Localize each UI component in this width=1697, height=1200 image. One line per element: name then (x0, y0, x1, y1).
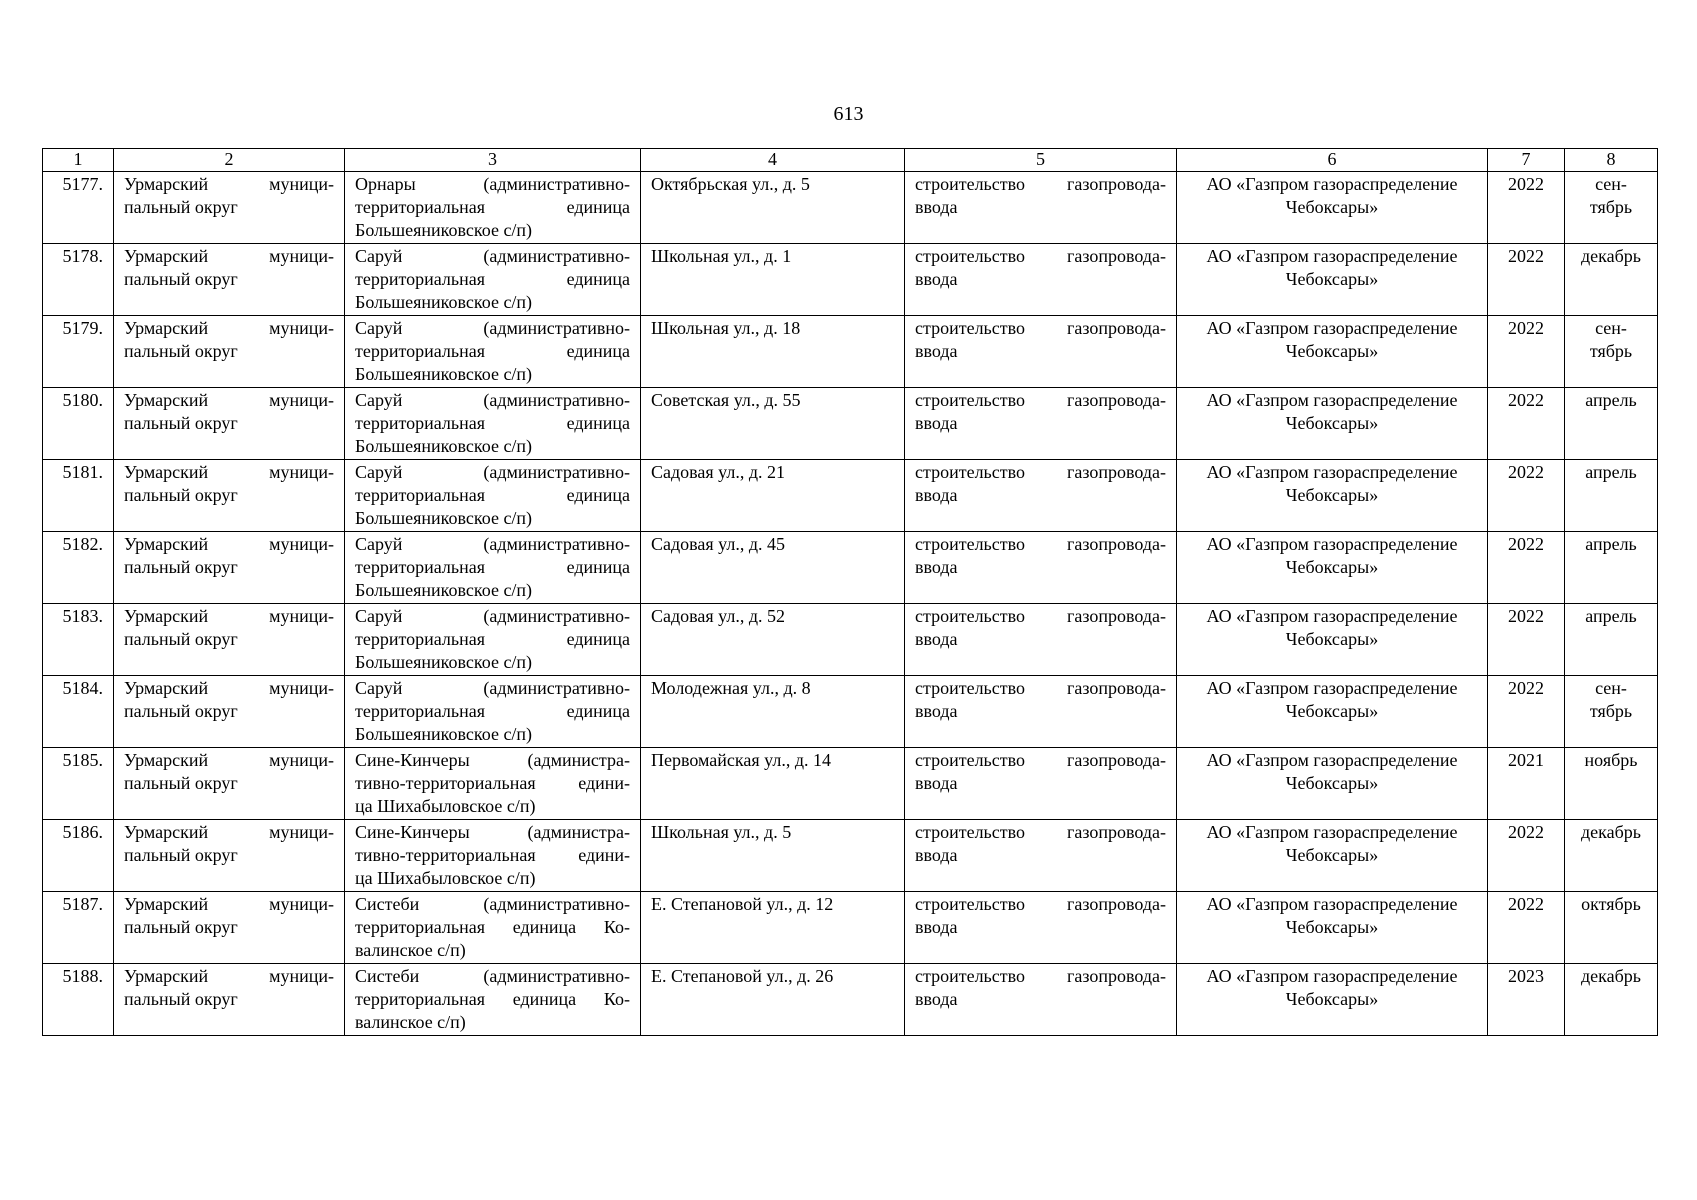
organization-line: АО «Газпром газораспределение (1206, 822, 1458, 842)
settlement-line: территориальная единица Ко- (355, 917, 630, 937)
organization-line: Чебоксары» (1285, 341, 1379, 361)
district-line: Урмарский муници- (124, 894, 334, 914)
month-line: декабрь (1581, 246, 1641, 266)
month-cell (1565, 604, 1658, 676)
work-type-line: ввода (915, 845, 958, 865)
row-number: 5180. (43, 388, 114, 460)
district-cell (114, 748, 345, 820)
table-row (43, 748, 1658, 820)
settlement-line: ца Шихабыловское с/п) (355, 868, 536, 888)
address-cell: Садовая ул., д. 52 (641, 604, 905, 676)
settlement-line: Большеяниковское с/п) (355, 436, 533, 456)
month-line: тябрь (1589, 341, 1633, 361)
column-header-8: 8 (1565, 149, 1658, 172)
settlement-line: валинское с/п) (355, 940, 466, 960)
district-cell (114, 244, 345, 316)
organization-cell (1177, 532, 1488, 604)
work-type-cell (905, 676, 1177, 748)
month-line: сен- (1595, 678, 1627, 698)
settlement-line: территориальная единица (355, 413, 630, 433)
column-header-6: 6 (1177, 149, 1488, 172)
month-line: тябрь (1589, 701, 1633, 721)
column-header-2: 2 (114, 149, 345, 172)
month-cell (1565, 820, 1658, 892)
district-cell (114, 460, 345, 532)
work-type-cell (905, 532, 1177, 604)
district-line: пальный округ (124, 485, 238, 505)
settlement-line: территориальная единица Ко- (355, 989, 630, 1009)
settlement-line: территориальная единица (355, 557, 630, 577)
settlement-line: Сине-Кинчеры (администра- (355, 750, 630, 770)
month-cell (1565, 532, 1658, 604)
district-line: Урмарский муници- (124, 678, 334, 698)
header-row (43, 149, 1658, 172)
year-cell: 2022 (1488, 532, 1565, 604)
work-type-line: строительство газопровода- (915, 606, 1166, 626)
settlement-cell (345, 676, 641, 748)
month-cell (1565, 676, 1658, 748)
work-type-line: строительство газопровода- (915, 462, 1166, 482)
table-row (43, 892, 1658, 964)
settlement-line: Саруй (административно- (355, 606, 630, 626)
organization-cell (1177, 244, 1488, 316)
organization-line: Чебоксары» (1285, 413, 1379, 433)
settlement-line: территориальная единица (355, 485, 630, 505)
district-line: пальный округ (124, 917, 238, 937)
year-cell: 2022 (1488, 244, 1565, 316)
year-cell: 2022 (1488, 892, 1565, 964)
address-cell: Е. Степановой ул., д. 26 (641, 964, 905, 1036)
row-number: 5183. (43, 604, 114, 676)
work-type-line: ввода (915, 557, 958, 577)
organization-line: Чебоксары» (1285, 701, 1379, 721)
table-row (43, 532, 1658, 604)
district-cell (114, 676, 345, 748)
month-line: тябрь (1589, 197, 1633, 217)
settlement-line: Большеяниковское с/п) (355, 364, 533, 384)
registry-table (42, 148, 1658, 1036)
organization-line: АО «Газпром газораспределение (1206, 966, 1458, 986)
settlement-line: территориальная единица (355, 629, 630, 649)
settlement-cell (345, 460, 641, 532)
month-cell (1565, 748, 1658, 820)
settlement-cell (345, 964, 641, 1036)
page-number: 613 (833, 103, 864, 125)
month-cell (1565, 244, 1658, 316)
district-cell (114, 532, 345, 604)
table-row (43, 676, 1658, 748)
district-cell (114, 388, 345, 460)
work-type-line: ввода (915, 773, 958, 793)
settlement-line: территориальная единица (355, 341, 630, 361)
table-row (43, 172, 1658, 244)
work-type-cell (905, 460, 1177, 532)
address-cell: Молодежная ул., д. 8 (641, 676, 905, 748)
month-line: сен- (1595, 318, 1627, 338)
settlement-line: Саруй (административно- (355, 534, 630, 554)
table-row (43, 820, 1658, 892)
address-cell: Советская ул., д. 55 (641, 388, 905, 460)
organization-cell (1177, 388, 1488, 460)
work-type-line: ввода (915, 989, 958, 1009)
work-type-line: ввода (915, 413, 958, 433)
column-header-7: 7 (1488, 149, 1565, 172)
district-line: Урмарский муници- (124, 174, 334, 194)
year-cell: 2022 (1488, 172, 1565, 244)
settlement-line: территориальная единица (355, 269, 630, 289)
table-row (43, 460, 1658, 532)
district-line: пальный округ (124, 989, 238, 1009)
work-type-line: строительство газопровода- (915, 750, 1166, 770)
month-line: ноябрь (1584, 750, 1638, 770)
address-cell: Садовая ул., д. 21 (641, 460, 905, 532)
organization-cell (1177, 316, 1488, 388)
address-cell: Е. Степановой ул., д. 12 (641, 892, 905, 964)
district-cell (114, 820, 345, 892)
settlement-line: Большеяниковское с/п) (355, 724, 533, 744)
organization-line: Чебоксары» (1285, 917, 1379, 937)
district-line: Урмарский муници- (124, 966, 334, 986)
work-type-line: ввода (915, 917, 958, 937)
settlement-line: валинское с/п) (355, 1012, 466, 1032)
settlement-line: Большеяниковское с/п) (355, 292, 533, 312)
organization-line: АО «Газпром газораспределение (1206, 390, 1458, 410)
organization-cell (1177, 460, 1488, 532)
organization-line: АО «Газпром газораспределение (1206, 894, 1458, 914)
settlement-line: Большеяниковское с/п) (355, 652, 533, 672)
district-line: Урмарский муници- (124, 390, 334, 410)
column-header-5: 5 (905, 149, 1177, 172)
month-line: октябрь (1581, 894, 1641, 914)
organization-line: Чебоксары» (1285, 269, 1379, 289)
organization-cell (1177, 748, 1488, 820)
district-cell (114, 964, 345, 1036)
district-line: Урмарский муници- (124, 822, 334, 842)
district-line: Урмарский муници- (124, 534, 334, 554)
month-line: декабрь (1581, 966, 1641, 986)
address-cell: Первомайская ул., д. 14 (641, 748, 905, 820)
organization-line: АО «Газпром газораспределение (1206, 318, 1458, 338)
month-line: апрель (1585, 462, 1637, 482)
district-line: пальный округ (124, 269, 238, 289)
work-type-line: строительство газопровода- (915, 174, 1166, 194)
month-line: апрель (1585, 390, 1637, 410)
row-number: 5177. (43, 172, 114, 244)
year-cell: 2022 (1488, 316, 1565, 388)
address-cell: Октябрьская ул., д. 5 (641, 172, 905, 244)
address-cell: Садовая ул., д. 45 (641, 532, 905, 604)
organization-line: Чебоксары» (1285, 629, 1379, 649)
work-type-line: строительство газопровода- (915, 966, 1166, 986)
row-number: 5187. (43, 892, 114, 964)
month-cell (1565, 388, 1658, 460)
month-line: сен- (1595, 174, 1627, 194)
settlement-line: тивно-территориальная едини- (355, 773, 630, 793)
work-type-line: строительство газопровода- (915, 678, 1166, 698)
organization-line: Чебоксары» (1285, 485, 1379, 505)
work-type-cell (905, 172, 1177, 244)
table-row (43, 604, 1658, 676)
organization-cell (1177, 820, 1488, 892)
settlement-line: Большеяниковское с/п) (355, 580, 533, 600)
settlement-line: Систеби (административно- (355, 894, 630, 914)
year-cell: 2022 (1488, 820, 1565, 892)
month-line: декабрь (1581, 822, 1641, 842)
address-cell: Школьная ул., д. 18 (641, 316, 905, 388)
settlement-cell (345, 172, 641, 244)
organization-line: АО «Газпром газораспределение (1206, 462, 1458, 482)
district-line: Урмарский муници- (124, 462, 334, 482)
work-type-line: строительство газопровода- (915, 894, 1166, 914)
organization-line: АО «Газпром газораспределение (1206, 246, 1458, 266)
work-type-cell (905, 820, 1177, 892)
district-line: пальный округ (124, 629, 238, 649)
month-line: апрель (1585, 534, 1637, 554)
settlement-line: Большеяниковское с/п) (355, 220, 533, 240)
year-cell: 2022 (1488, 388, 1565, 460)
settlement-cell (345, 892, 641, 964)
work-type-cell (905, 244, 1177, 316)
work-type-line: ввода (915, 701, 958, 721)
district-cell (114, 172, 345, 244)
organization-line: АО «Газпром газораспределение (1206, 678, 1458, 698)
settlement-cell (345, 748, 641, 820)
organization-line: Чебоксары» (1285, 845, 1379, 865)
organization-line: Чебоксары» (1285, 773, 1379, 793)
row-number: 5181. (43, 460, 114, 532)
table-body (43, 172, 1658, 1036)
year-cell: 2023 (1488, 964, 1565, 1036)
organization-line: АО «Газпром газораспределение (1206, 750, 1458, 770)
district-line: Урмарский муници- (124, 318, 334, 338)
settlement-cell (345, 244, 641, 316)
month-cell (1565, 172, 1658, 244)
settlement-line: Систеби (административно- (355, 966, 630, 986)
work-type-line: ввода (915, 197, 958, 217)
district-line: пальный округ (124, 557, 238, 577)
district-cell (114, 316, 345, 388)
settlement-line: тивно-территориальная едини- (355, 845, 630, 865)
district-line: пальный округ (124, 413, 238, 433)
work-type-cell (905, 964, 1177, 1036)
address-cell: Школьная ул., д. 5 (641, 820, 905, 892)
district-cell (114, 604, 345, 676)
settlement-line: территориальная единица (355, 197, 630, 217)
work-type-line: строительство газопровода- (915, 246, 1166, 266)
work-type-line: ввода (915, 341, 958, 361)
settlement-cell (345, 316, 641, 388)
work-type-line: строительство газопровода- (915, 534, 1166, 554)
organization-cell (1177, 964, 1488, 1036)
column-header-1: 1 (43, 149, 114, 172)
table-row (43, 964, 1658, 1036)
month-cell (1565, 892, 1658, 964)
row-number: 5179. (43, 316, 114, 388)
organization-cell (1177, 604, 1488, 676)
settlement-cell (345, 820, 641, 892)
district-line: пальный округ (124, 845, 238, 865)
month-line: апрель (1585, 606, 1637, 626)
settlement-line: Саруй (административно- (355, 390, 630, 410)
settlement-line: Сине-Кинчеры (администра- (355, 822, 630, 842)
row-number: 5182. (43, 532, 114, 604)
column-header-3: 3 (345, 149, 641, 172)
settlement-line: Саруй (административно- (355, 246, 630, 266)
column-header-4: 4 (641, 149, 905, 172)
work-type-cell (905, 604, 1177, 676)
settlement-line: Саруй (административно- (355, 318, 630, 338)
work-type-line: строительство газопровода- (915, 318, 1166, 338)
district-line: Урмарский муници- (124, 750, 334, 770)
work-type-cell (905, 748, 1177, 820)
year-cell: 2021 (1488, 748, 1565, 820)
district-line: пальный округ (124, 341, 238, 361)
organization-line: Чебоксары» (1285, 557, 1379, 577)
month-cell (1565, 316, 1658, 388)
settlement-cell (345, 604, 641, 676)
work-type-cell (905, 316, 1177, 388)
district-line: Урмарский муници- (124, 246, 334, 266)
organization-line: АО «Газпром газораспределение (1206, 606, 1458, 626)
table-row (43, 316, 1658, 388)
settlement-line: Саруй (административно- (355, 678, 630, 698)
settlement-line: Саруй (административно- (355, 462, 630, 482)
settlement-line: территориальная единица (355, 701, 630, 721)
table-row (43, 388, 1658, 460)
settlement-line: Большеяниковское с/п) (355, 508, 533, 528)
row-number: 5186. (43, 820, 114, 892)
settlement-line: Орнары (административно- (355, 174, 630, 194)
settlement-cell (345, 532, 641, 604)
row-number: 5178. (43, 244, 114, 316)
organization-cell (1177, 892, 1488, 964)
work-type-line: строительство газопровода- (915, 822, 1166, 842)
organization-line: Чебоксары» (1285, 197, 1379, 217)
district-line: пальный округ (124, 701, 238, 721)
table-header (43, 149, 1658, 172)
district-cell (114, 892, 345, 964)
work-type-line: ввода (915, 269, 958, 289)
work-type-cell (905, 892, 1177, 964)
month-cell (1565, 964, 1658, 1036)
address-cell: Школьная ул., д. 1 (641, 244, 905, 316)
settlement-line: ца Шихабыловское с/п) (355, 796, 536, 816)
settlement-cell (345, 388, 641, 460)
work-type-cell (905, 388, 1177, 460)
organization-cell (1177, 172, 1488, 244)
organization-cell (1177, 676, 1488, 748)
table-row (43, 244, 1658, 316)
row-number: 5188. (43, 964, 114, 1036)
year-cell: 2022 (1488, 676, 1565, 748)
month-cell (1565, 460, 1658, 532)
organization-line: АО «Газпром газораспределение (1206, 174, 1458, 194)
year-cell: 2022 (1488, 604, 1565, 676)
work-type-line: ввода (915, 485, 958, 505)
year-cell: 2022 (1488, 460, 1565, 532)
row-number: 5185. (43, 748, 114, 820)
district-line: пальный округ (124, 197, 238, 217)
row-number: 5184. (43, 676, 114, 748)
district-line: Урмарский муници- (124, 606, 334, 626)
organization-line: Чебоксары» (1285, 989, 1379, 1009)
work-type-line: строительство газопровода- (915, 390, 1166, 410)
district-line: пальный округ (124, 773, 238, 793)
work-type-line: ввода (915, 629, 958, 649)
organization-line: АО «Газпром газораспределение (1206, 534, 1458, 554)
